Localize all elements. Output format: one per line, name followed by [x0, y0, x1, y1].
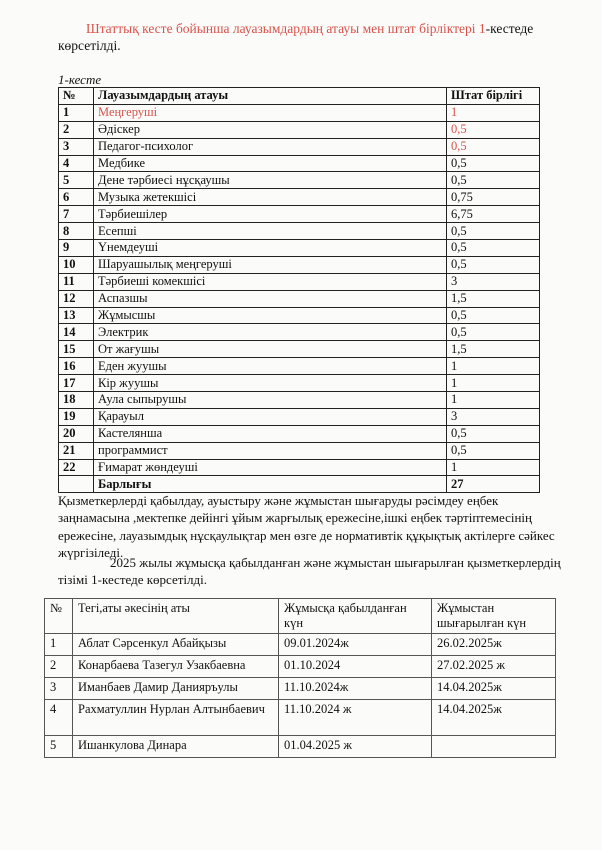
staff-table-row — [59, 425, 540, 442]
staff-header-title: Лауазымдардың атауы — [94, 88, 447, 105]
emp-row-no: 5 — [45, 736, 73, 758]
staff-row-units: 0,5 — [447, 425, 540, 442]
staff-row-units: 1 — [447, 104, 540, 121]
staff-row-units: 0,5 — [447, 121, 540, 138]
staff-row-title: Қарауыл — [94, 408, 447, 425]
emp-row-hired: 11.10.2024 ж — [279, 700, 432, 736]
staff-table-row — [59, 307, 540, 324]
staff-row-units: 6,75 — [447, 206, 540, 223]
staff-row-no: 21 — [59, 442, 94, 459]
staff-row-title: Аспазшы — [94, 290, 447, 307]
staff-table-row — [59, 155, 540, 172]
staff-row-title: Үнемдеуші — [94, 240, 447, 257]
staff-row-units: 1,5 — [447, 341, 540, 358]
emp-row-dismissed: 27.02.2025 ж — [432, 656, 556, 678]
staff-row-units: 1,5 — [447, 290, 540, 307]
staff-row-title: Шаруашылық меңгеруші — [94, 256, 447, 273]
emp-row-no: 3 — [45, 678, 73, 700]
staff-row-no: 3 — [59, 138, 94, 155]
staff-table-total-row — [59, 476, 540, 493]
staff-row-no: 17 — [59, 375, 94, 392]
employees-header-row — [45, 599, 556, 634]
staff-row-title: Педагог-психолог — [94, 138, 447, 155]
staff-row-units: 0,5 — [447, 138, 540, 155]
staff-row-title: Медбике — [94, 155, 447, 172]
procedure-paragraph: Қызметкерлерді қабылдау, ауыстыру және жұмыстан шығаруды рәсімдеу еңбек заңнамасына ,мектепке дейінгі ұйым жарғылық ережесіне,ішкі еңбек тәртіптемесінің ережесіне, лауазымдық нұсқаулықтар мен өзге де нормативтік құқықтық актілерге сәйкес жүргізіледі. — [58, 493, 555, 560]
employees-table-body — [45, 634, 556, 758]
emp-row-hired: 01.10.2024 — [279, 656, 432, 678]
staff-row-title: Музыка жетекшісі — [94, 189, 447, 206]
staff-header-no: № — [59, 88, 94, 105]
staff-table-row — [59, 375, 540, 392]
staff-row-units: 0,5 — [447, 172, 540, 189]
staff-row-title: От жағушы — [94, 341, 447, 358]
staff-row-no: 13 — [59, 307, 94, 324]
emp-row-name: Конарбаева Тазегул Узакбаевна — [73, 656, 279, 678]
staff-row-title: Еден жуушы — [94, 358, 447, 375]
emp-header-dismissed: Жұмыстан шығарылған күн — [432, 599, 556, 634]
staff-table-row — [59, 172, 540, 189]
staff-table-row — [59, 240, 540, 257]
staff-row-title: Есепші — [94, 223, 447, 240]
staff-row-no: 1 — [59, 104, 94, 121]
staff-table-row — [59, 138, 540, 155]
emp-row-no: 1 — [45, 634, 73, 656]
staff-total-value: 27 — [447, 476, 540, 493]
staff-table — [58, 87, 540, 493]
staff-row-units: 1 — [447, 358, 540, 375]
staff-table-row — [59, 290, 540, 307]
staff-table-row — [59, 459, 540, 476]
staff-row-title: Аула сыпырушы — [94, 392, 447, 409]
staff-row-no: 20 — [59, 425, 94, 442]
emp-row-dismissed — [432, 736, 556, 758]
staff-row-no: 7 — [59, 206, 94, 223]
staff-table-row — [59, 341, 540, 358]
staff-row-units: 0,5 — [447, 256, 540, 273]
staff-row-title: Ғимарат жөндеуші — [94, 459, 447, 476]
staff-row-title: Дене тәрбиесі нұсқаушы — [94, 172, 447, 189]
staff-row-units: 0,5 — [447, 442, 540, 459]
staff-row-no: 15 — [59, 341, 94, 358]
staff-row-title: Кір жуушы — [94, 375, 447, 392]
emp-row-dismissed: 14.04.2025ж — [432, 678, 556, 700]
emp-row-no: 4 — [45, 700, 73, 736]
staff-row-no: 22 — [59, 459, 94, 476]
staff-row-no: 10 — [59, 256, 94, 273]
staff-row-no: 9 — [59, 240, 94, 257]
intro-red-text: Штаттық кесте бойынша лауазымдардың атауы мен штат бірліктері 1 — [86, 21, 486, 36]
staff-table-row — [59, 206, 540, 223]
employee-row — [45, 656, 556, 678]
staff-row-title: Электрик — [94, 324, 447, 341]
emp-row-name: Иманбаев Дамир Данияръулы — [73, 678, 279, 700]
emp-header-no: № — [45, 599, 73, 634]
staff-row-no: 16 — [59, 358, 94, 375]
staff-table-row — [59, 358, 540, 375]
staff-table-row — [59, 104, 540, 121]
staff-row-units: 1 — [447, 375, 540, 392]
emp-header-hired: Жұмысқа қабылданған күн — [279, 599, 432, 634]
staff-row-no: 8 — [59, 223, 94, 240]
staff-total-label: Барлығы — [94, 476, 447, 493]
staff-row-title: Жұмысшы — [94, 307, 447, 324]
staff-table-row — [59, 121, 540, 138]
emp-row-no: 2 — [45, 656, 73, 678]
emp-row-hired: 01.04.2025 ж — [279, 736, 432, 758]
staff-table-header-row — [59, 88, 540, 105]
staff-row-units: 0,5 — [447, 324, 540, 341]
staff-table-row — [59, 256, 540, 273]
staff-row-no: 11 — [59, 273, 94, 290]
staff-row-no: 14 — [59, 324, 94, 341]
staff-row-no: 2 — [59, 121, 94, 138]
staff-row-units: 0,5 — [447, 307, 540, 324]
staff-row-title: Тәрбиешілер — [94, 206, 447, 223]
staff-row-units: 3 — [447, 408, 540, 425]
staff-row-units: 1 — [447, 392, 540, 409]
employee-row — [45, 700, 556, 736]
staff-table-body — [59, 104, 540, 492]
staff-row-title: Әдіскер — [94, 121, 447, 138]
staff-row-title: Кастелянша — [94, 425, 447, 442]
staff-table-caption: 1-кесте — [58, 72, 102, 87]
staff-row-title: программист — [94, 442, 447, 459]
staff-table-row — [59, 324, 540, 341]
employees-table — [44, 598, 556, 758]
staff-row-no: 4 — [59, 155, 94, 172]
staff-table-row — [59, 442, 540, 459]
staff-row-units: 0,5 — [447, 155, 540, 172]
staff-row-units: 1 — [447, 459, 540, 476]
staff-row-title: Тәрбиеші комекшісі — [94, 273, 447, 290]
intro-paragraph — [58, 20, 568, 54]
staff-row-no: 12 — [59, 290, 94, 307]
emp-row-dismissed: 14.04.2025ж — [432, 700, 556, 736]
staff-table-row — [59, 273, 540, 290]
employees-intro-paragraph: 2025 жылы жұмысқа қабылданған және жұмыстан шығарылған қызметкерлердің тізімі 1-кестеде көрсетілді. — [58, 555, 561, 588]
emp-row-name: Рахматуллин Нурлан Алтынбаевич — [73, 700, 279, 736]
staff-row-title: Меңгеруші — [94, 104, 447, 121]
staff-table-row — [59, 223, 540, 240]
emp-header-name: Тегі,аты әкесінің аты — [73, 599, 279, 634]
emp-row-name: Ишанкулова Динара — [73, 736, 279, 758]
staff-row-no: 5 — [59, 172, 94, 189]
staff-table-row — [59, 408, 540, 425]
staff-row-units: 0,75 — [447, 189, 540, 206]
emp-row-dismissed: 26.02.2025ж — [432, 634, 556, 656]
staff-table-row — [59, 189, 540, 206]
employee-row — [45, 634, 556, 656]
staff-row-units: 0,5 — [447, 223, 540, 240]
employee-row — [45, 678, 556, 700]
staff-row-no: 18 — [59, 392, 94, 409]
staff-total-empty — [59, 476, 94, 493]
emp-row-hired: 09.01.2024ж — [279, 634, 432, 656]
emp-row-name: Аблат Сәрсенкул Абайқызы — [73, 634, 279, 656]
staff-header-units: Штат бірлігі — [447, 88, 540, 105]
staff-row-units: 0,5 — [447, 240, 540, 257]
staff-row-no: 6 — [59, 189, 94, 206]
emp-row-hired: 11.10.2024ж — [279, 678, 432, 700]
staff-row-no: 19 — [59, 408, 94, 425]
employee-row — [45, 736, 556, 758]
intro-rest-text: -кестеде көрсетілді. — [58, 21, 534, 53]
staff-row-units: 3 — [447, 273, 540, 290]
staff-table-row — [59, 392, 540, 409]
